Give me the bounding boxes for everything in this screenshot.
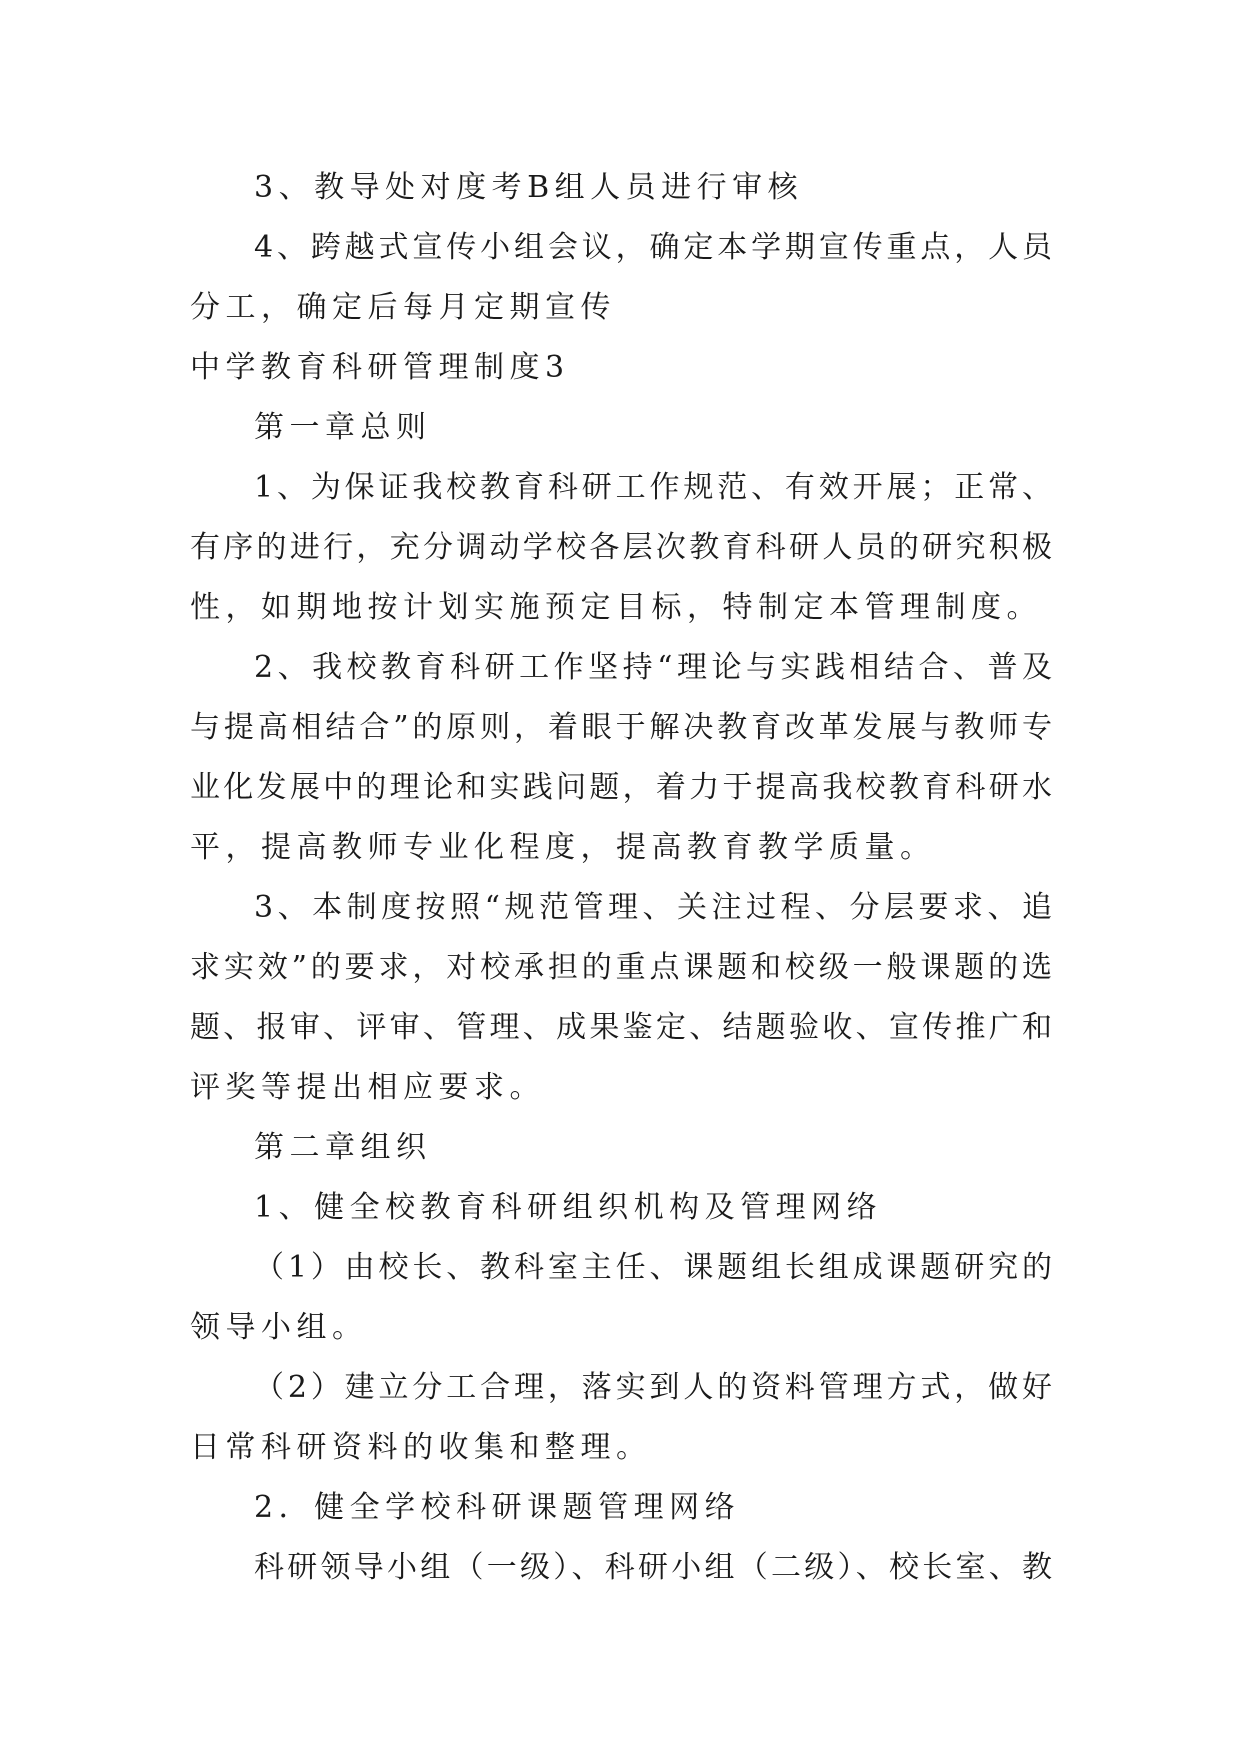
paragraph-line: （2）建立分工合理，落实到人的资料管理方式，做好 — [254, 1370, 1052, 1405]
paragraph-line: 1、为保证我校教育科研工作规范、有效开展；正常、 — [254, 470, 1052, 505]
paragraph-line: 1、健全校教育科研组织机构及管理网络 — [254, 1190, 883, 1225]
paragraph-line: 2．健全学校科研课题管理网络 — [254, 1490, 741, 1525]
document-page — [190, 158, 1052, 1598]
paragraph-line: 3、本制度按照“规范管理、关注过程、分层要求、追 — [254, 890, 1052, 925]
paragraph-line: 有序的进行，充分调动学校各层次教育科研人员的研究积极 — [190, 530, 1052, 565]
paragraph-line: 分工，确定后每月定期宣传 — [190, 290, 616, 325]
paragraph-line: 与提高相结合”的原则，着眼于解决教育改革发展与教师专 — [190, 710, 1052, 745]
paragraph-line: 平，提高教师专业化程度，提高教育教学质量。 — [190, 830, 936, 865]
paragraph-line: 科研领导小组（一级）、科研小组（二级）、校长室、教 — [254, 1550, 1052, 1585]
paragraph-line: 性，如期地按计划实施预定目标，特制定本管理制度。 — [190, 590, 1042, 625]
paragraph-line: 题、报审、评审、管理、成果鉴定、结题验收、宣传推广和 — [190, 1010, 1052, 1045]
paragraph-line: 评奖等提出相应要求。 — [190, 1070, 545, 1105]
paragraph-line: 2、我校教育科研工作坚持“理论与实践相结合、普及 — [254, 650, 1052, 685]
paragraph-line: 业化发展中的理论和实践问题，着力于提高我校教育科研水 — [190, 770, 1052, 805]
section-title: 中学教育科研管理制度3 — [190, 350, 570, 385]
paragraph-line: 4、跨越式宣传小组会议，确定本学期宣传重点，人员 — [254, 230, 1052, 265]
paragraph-line: （1）由校长、教科室主任、课题组长组成课题研究的 — [254, 1250, 1052, 1285]
paragraph-line: 领导小组。 — [190, 1310, 368, 1345]
chapter-heading: 第二章组织 — [254, 1130, 432, 1165]
paragraph-line: 求实效”的要求，对校承担的重点课题和校级一般课题的选 — [190, 950, 1052, 985]
paragraph-line: 日常科研资料的收集和整理。 — [190, 1430, 652, 1465]
paragraph-line: 3、教导处对度考B组人员进行审核 — [254, 170, 804, 205]
chapter-heading: 第一章总则 — [254, 410, 432, 445]
